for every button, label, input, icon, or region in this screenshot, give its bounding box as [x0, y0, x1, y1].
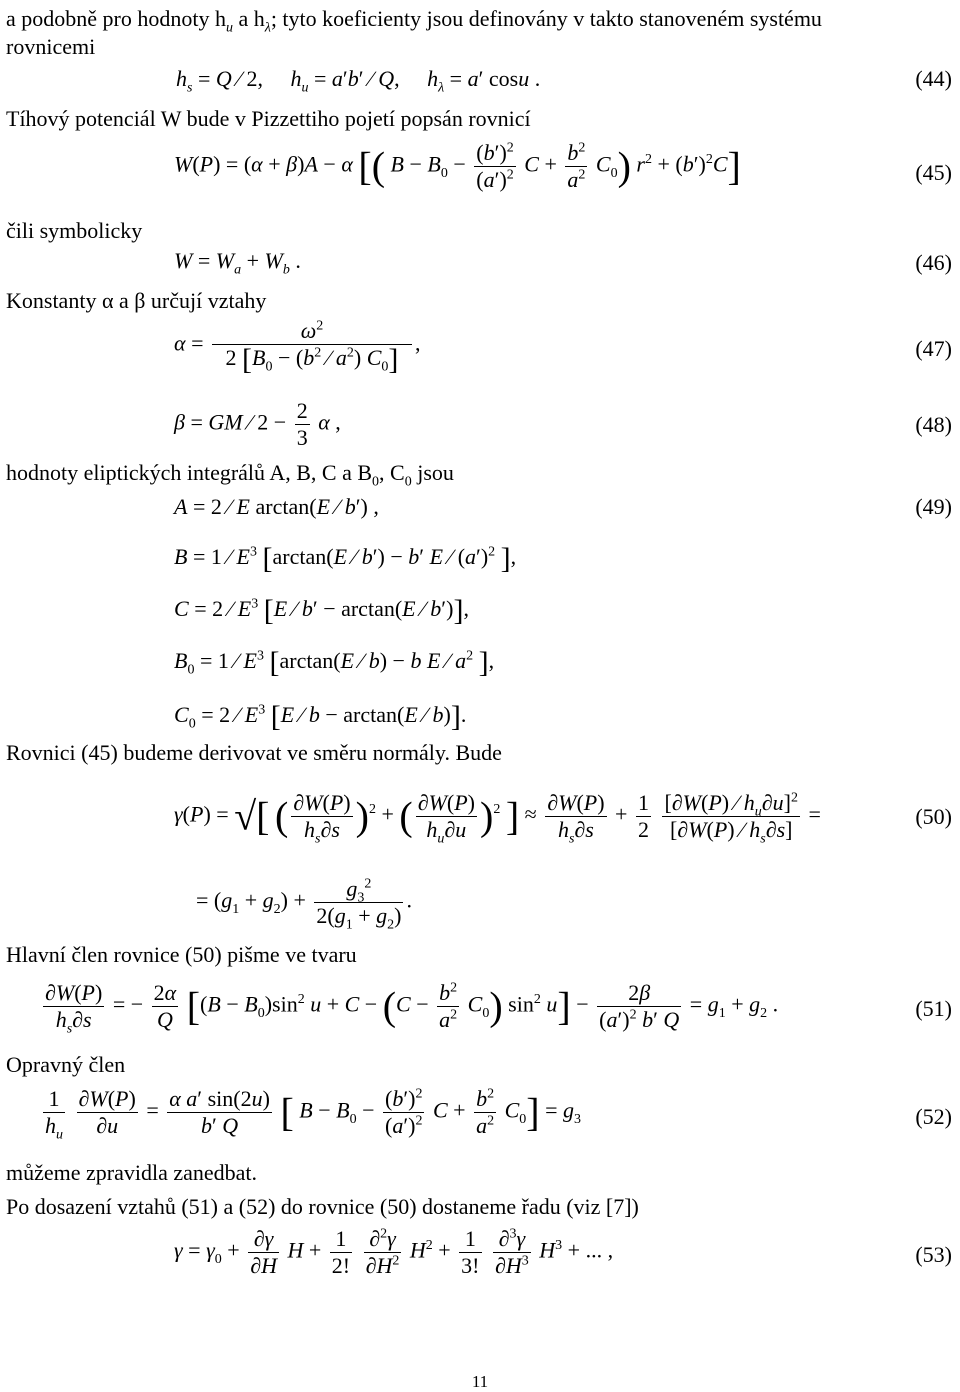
- equation-number-51: (51): [915, 996, 952, 1021]
- equation-50-cont: = $(g_1 + g_2)$ + $\frac{g_3^2}{2(g_1 + g_2)}$ .: [196, 876, 412, 933]
- equation-50: γ(P) = √[ ( $\frac{\partial W(P)}{h_s\partial s}$ )$^2$ + ( $\frac{\partial W(P)}{h_u\partial u}$ )$^2$ ] ≈ $\frac{\partial W(P)}{h_s\partial s}$ + $\frac{1}{2}$ $\frac{[\partial W(P) ∕ h_u\partial u]^2}{[\partial W(P) ∕ h_s\partial s]}$ =: [174, 790, 821, 847]
- equation-number-50: (50): [915, 804, 952, 829]
- paragraph-correction: Opravný člen: [6, 1052, 126, 1077]
- equation-52: $\frac{1}{h_u}$ $\frac{\partial W(P)}{\partial u}$ = $\frac{\text{α a′ sin(2u)}}{b' Q}$ [ $B - B_0$ − $\frac{(b')^2}{(a')^2}$ C + $\frac{b^2}{a^2}$ $C_0] = g_3$: [45, 1086, 582, 1143]
- equation-number-53: (53): [915, 1242, 952, 1267]
- text: a h: [232, 6, 265, 31]
- paragraph-elliptic: hodnoty eliptických integrálů A, B, C a $B_0$, $C_0$ jsou: [6, 460, 454, 490]
- text: a podobně pro hodnoty h: [6, 6, 226, 31]
- equation-49-B: B = 1 ∕ $E^3$ [arctan(E ∕ b′) − b′ E ∕ $(a')^2$ ],: [174, 541, 517, 575]
- equation-45: W(P) = (α + β)A − α [( $B - B_0$ − $\frac{(b')^2}{(a')^2}$ C + $\frac{b^2}{a^2}$ $C_0$) $r^2 + (b')^2C$]: [174, 140, 741, 192]
- paragraph-intro: a podobně pro hodnoty $h_u$ a $h_\lambda$; tyto koeficienty jsou definovány v takto stanoveném systému: [6, 6, 822, 36]
- equation-53: $\gamma = \gamma_0$ + $\frac{\partial\gamma}{\partial H}$ H + $\frac{1}{2!}$ $\frac{\partial^2\gamma}{\partial H^2}$ $H^2$ + $\frac{1}{3!}$ $\frac{\partial^3\gamma}{\partial H^3}$ $H^3$ + ... ,: [174, 1226, 614, 1278]
- equation-44: $h_s = Q$ ∕ 2, $h_u = a'b'$ ∕ Q, $h_\lambda = a'$ cosu .: [176, 66, 541, 96]
- page-number: 11: [471, 1372, 489, 1391]
- equation-number-46: (46): [915, 250, 952, 275]
- paragraph-intro-cont: rovnicemi: [6, 34, 96, 59]
- text: ; tyto koeficienty jsou definovány v takto stanoveném systému: [270, 6, 822, 31]
- equation-49-C0: $C_0 = 2$ ∕ $E^3$ [E ∕ b − arctan(E ∕ b)].: [174, 699, 467, 733]
- paragraph-derivative: Rovnici (45) budeme derivovat ve směru normály. Bude: [6, 740, 502, 765]
- text: , C: [379, 460, 405, 485]
- paragraph-series: Po dosazení vztahů (51) a (52) do rovnice (50) dostaneme řadu (viz [7]): [6, 1194, 639, 1219]
- paragraph-constants: Konstanty α a β určují vztahy: [6, 288, 267, 313]
- equation-number-44: (44): [915, 66, 952, 91]
- equation-number-45: (45): [915, 160, 952, 185]
- equation-46: $W = W_a + W_b$ .: [174, 248, 301, 278]
- equation-number-47: (47): [915, 336, 952, 361]
- equation-number-49: (49): [915, 494, 952, 519]
- equation-51: $\frac{\partial W(P)}{h_s\partial s}$ = − $\frac{2\alpha}{Q}$ [$(B - B_0)\sin^2$ u + C − (C − $\frac{b^2}{a^2}$ $C_0$) $\sin^2 u$] − $\frac{2\beta}{(a')^2 b' Q}$ = $g_1 + g_2$ .: [45, 980, 779, 1037]
- paragraph-potential: Tíhový potenciál W bude v Pizzettiho pojetí popsán rovnicí: [6, 106, 531, 131]
- equation-number-48: (48): [915, 412, 952, 437]
- equation-48: β = GM ∕ 2 − $\frac{2}{3}$ α ,: [174, 398, 341, 450]
- paragraph-symbolic: čili symbolicky: [6, 218, 143, 243]
- text: jsou: [411, 460, 454, 485]
- paragraph-main-term: Hlavní člen rovnice (50) pišme ve tvaru: [6, 942, 357, 967]
- equation-49-A: A = 2 ∕ E arctan(E ∕ b′) ,: [174, 494, 379, 519]
- paragraph-neglect: můžeme zpravidla zanedbat.: [6, 1160, 258, 1185]
- equation-number-52: (52): [915, 1104, 952, 1129]
- text: hodnoty eliptických integrálů A, B, C a B: [6, 460, 373, 485]
- equation-49-C: C = 2 ∕ $E^3$ [E ∕ b′ − arctan(E ∕ b′)],: [174, 593, 469, 627]
- equation-49-B0: $B_0 = 1$ ∕ $E^3$ [arctan(E ∕ b) − b E ∕ $a^2$ ],: [174, 645, 495, 679]
- equation-47: α = $\frac{\omega^2}{2 [B_0 - (b^2 ∕ a^2) C_0]}$ ,: [174, 318, 421, 376]
